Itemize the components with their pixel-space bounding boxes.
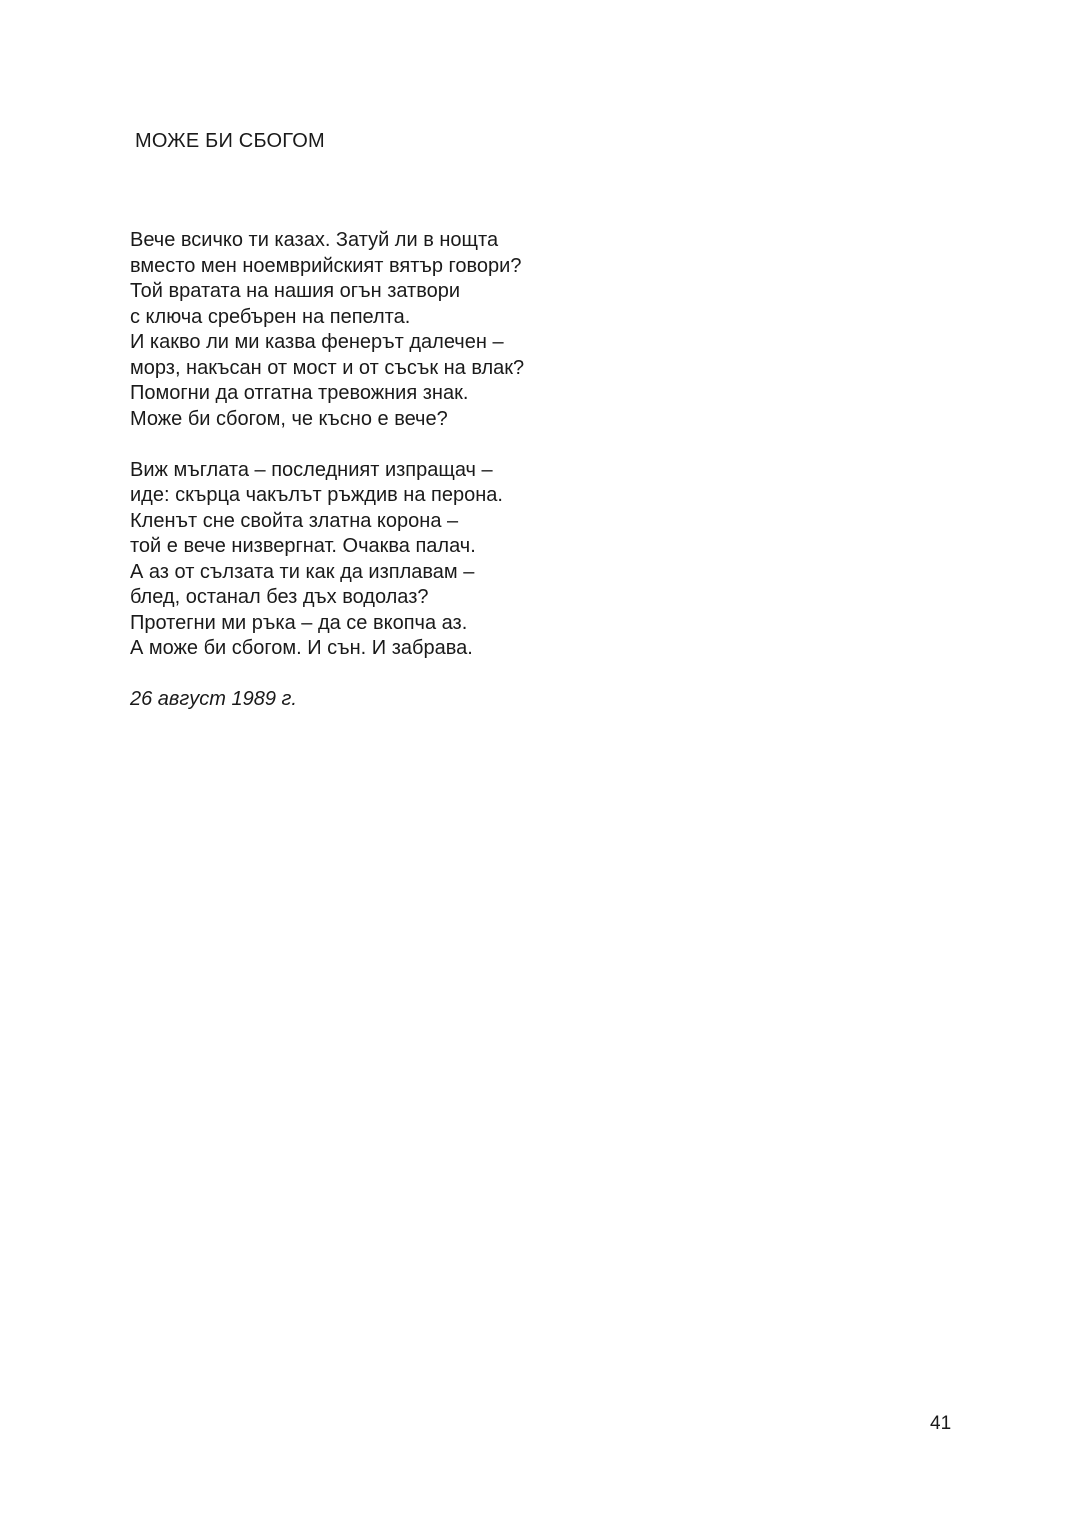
poem-line: Помогни да отгатна тревожния знак.	[130, 382, 469, 404]
poem-line: Протегни ми ръка – да се вкопча аз.	[130, 611, 468, 634]
poem-line: той е вече низвергнат. Очаква палач.	[130, 535, 476, 557]
poem-body	[130, 228, 524, 713]
poem-line: с ключа сребърен на пепелта.	[130, 305, 411, 328]
poem-line: И какво ли ми казва фенерът далечен –	[130, 331, 504, 353]
poem-stanza-1	[130, 228, 524, 432]
poem-date: 26 август 1989 г.	[130, 688, 297, 710]
poem-line: морз, накъсан от мост и от съсък на влак?	[130, 356, 525, 379]
poem-line: Кленът сне свойта златна корона –	[130, 509, 459, 532]
poem-stanza-2	[130, 458, 524, 662]
poem-line: Може би сбогом, че късно е вече?	[130, 407, 448, 430]
page-number: 41	[930, 1413, 952, 1434]
poem-line: блед, останал без дъх водолаз?	[130, 586, 429, 608]
poem-title: МОЖЕ БИ СБОГОМ	[135, 130, 325, 152]
poem-line: вместо мен ноемврийският вятър говори?	[130, 254, 522, 277]
poem-line: А аз от сълзата ти как да изплавам –	[130, 560, 475, 583]
poem-line: Вече всичко ти казах. Затуй ли в нощта	[130, 229, 499, 251]
poem-line: Той вратата на нашия огън затвори	[130, 280, 461, 302]
poem-line: иде: скърца чакълът ръждив на перона.	[130, 484, 503, 506]
poem-line: Виж мъглата – последният изпращач –	[130, 458, 493, 481]
poem-line: А може би сбогом. И сън. И забрава.	[130, 637, 473, 659]
